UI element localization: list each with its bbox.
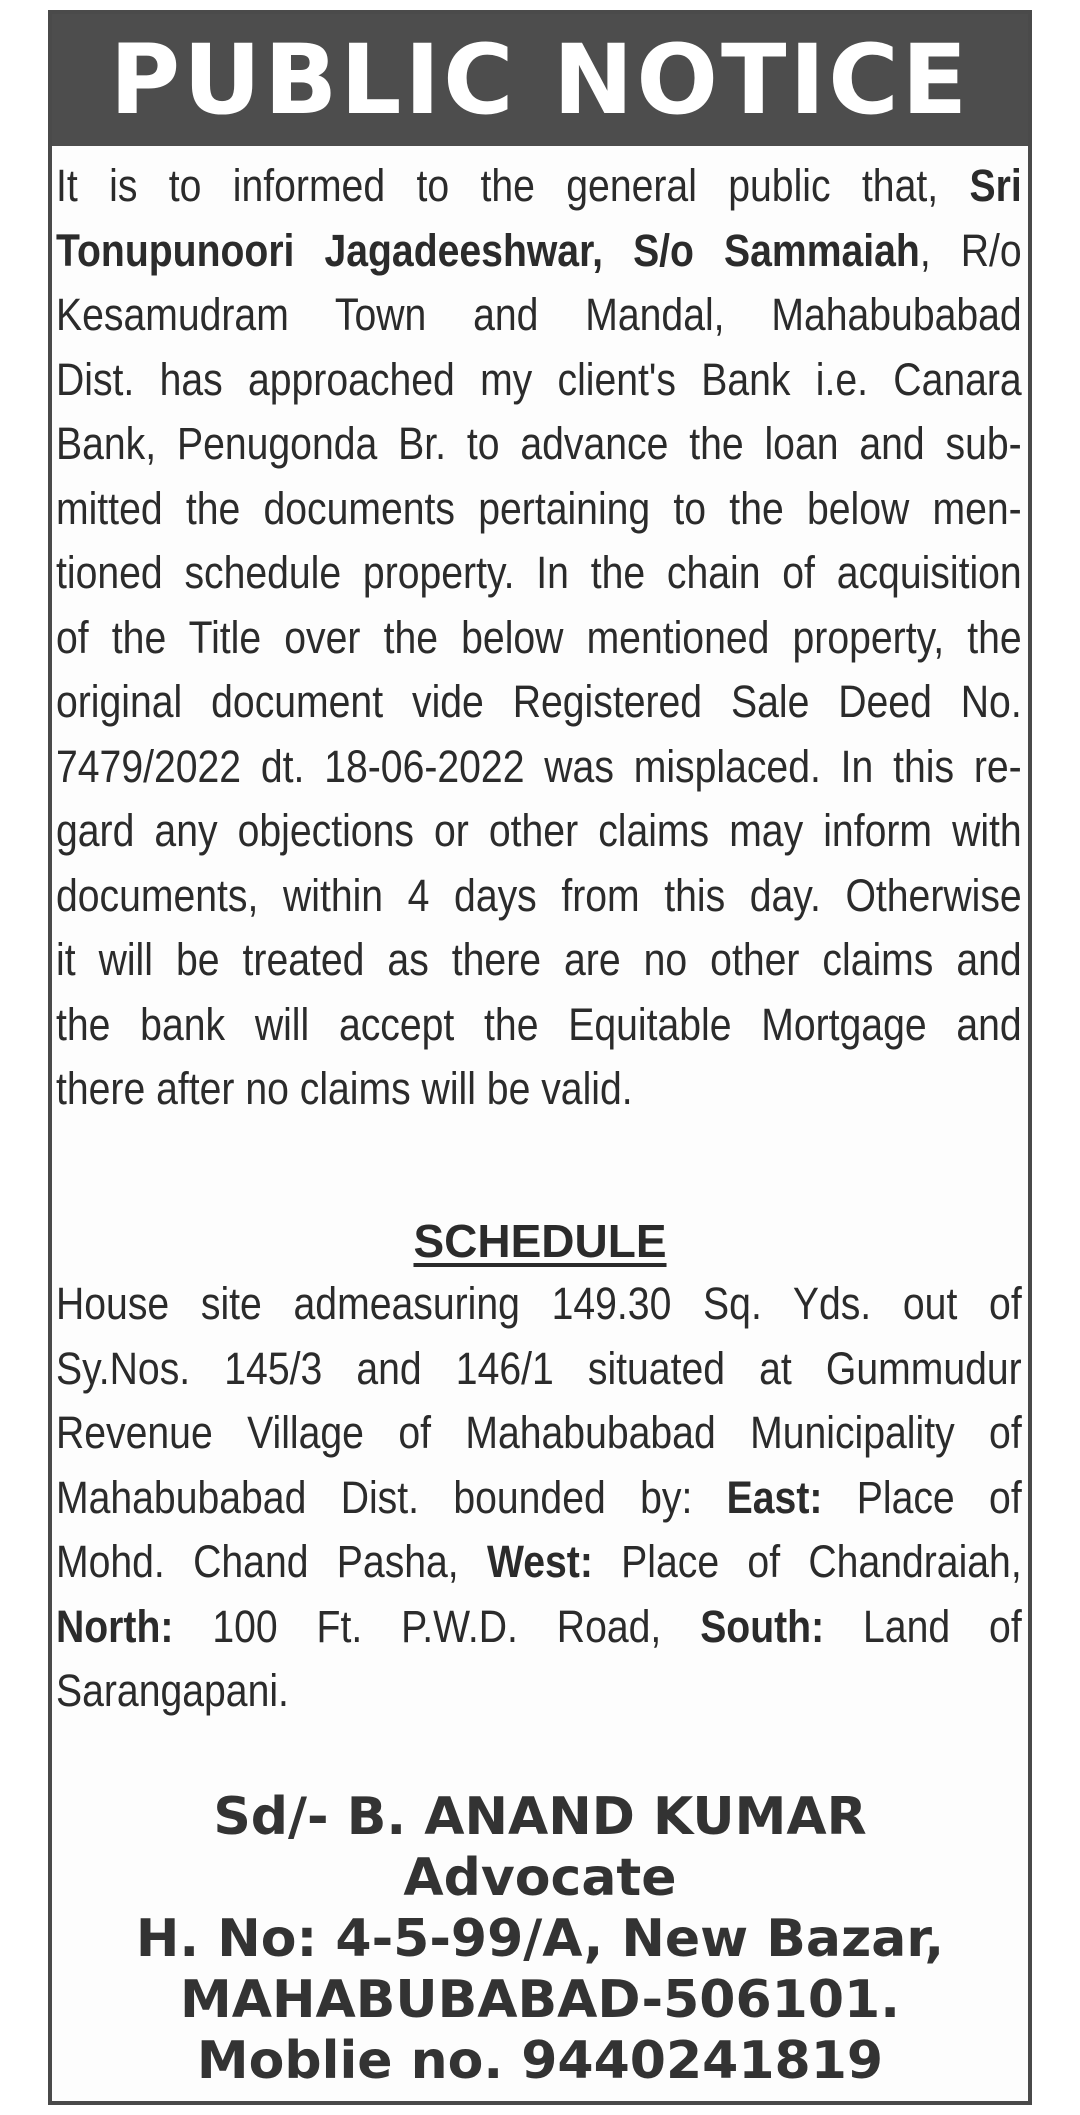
body-text: mitted the documents pertaining to the below men- — [56, 482, 1022, 534]
body-text: it will be treated as there are no other claims and — [56, 934, 1022, 985]
schedule-text: Place of Chandraiah, — [592, 1536, 1022, 1587]
schedule-text: East: — [726, 1471, 823, 1523]
notice-title: PUBLIC NOTICE — [52, 14, 1028, 146]
body-text: the bank will accept the Equitable Mortgage and — [56, 998, 1022, 1050]
body-line — [56, 993, 1022, 1058]
body-text: 7479/2022 dt. 18-06-2022 was misplaced. In this re- — [56, 740, 1022, 792]
schedule-text: Mahabubabad Dist. bounded by: — [56, 1471, 727, 1523]
body-line — [56, 799, 1022, 864]
advocate-name: Sd/- B. ANAND KUMAR — [213, 1787, 867, 1847]
body-text: gard any objections or other claims may inform with — [56, 805, 1022, 856]
body-line — [56, 477, 1022, 542]
signature-block — [52, 1787, 1028, 2092]
schedule-heading: SCHEDULE — [413, 1215, 667, 1267]
schedule-text: House site admeasuring 149.30 Sq. Yds. out of — [56, 1278, 1022, 1329]
notice-body — [56, 154, 1022, 1122]
schedule-line — [56, 1337, 1022, 1402]
body-line — [56, 541, 1022, 606]
body-line — [56, 864, 1022, 929]
body-text: It is to informed to the general public that, — [56, 160, 970, 211]
schedule-text: Place of — [822, 1471, 1022, 1523]
body-line — [56, 928, 1022, 993]
advocate-address: H. No: 4-5-99/A, New Bazar, — [135, 1909, 945, 1969]
body-line — [56, 735, 1022, 800]
schedule-text: Mohd. Chand Pasha, — [56, 1536, 488, 1587]
body-text: Kesamudram Town and Mandal, Mahabubabad — [56, 289, 1022, 340]
schedule-line — [56, 1401, 1022, 1466]
schedule-text: 100 Ft. P.W.D. Road, — [173, 1600, 701, 1652]
schedule-line — [56, 1466, 1022, 1531]
body-text: Sri — [969, 160, 1022, 211]
schedule-text: Land of — [824, 1600, 1022, 1652]
schedule-text: Revenue Village of Mahabubabad Municipality of — [56, 1407, 1022, 1458]
body-line — [56, 219, 1022, 284]
body-line — [56, 1057, 1022, 1122]
body-line — [56, 670, 1022, 735]
advocate-role: Advocate — [403, 1848, 677, 1908]
body-text: documents, within 4 days from this day. Otherwise — [56, 869, 1022, 921]
schedule-body — [56, 1272, 1022, 1724]
advocate-mobile: Moblie no. 9440241819 — [196, 2031, 884, 2091]
schedule-line — [56, 1272, 1022, 1337]
body-line — [56, 606, 1022, 671]
body-line — [56, 348, 1022, 413]
body-text: of the Title over the below mentioned property, the — [56, 611, 1022, 663]
schedule-line — [56, 1595, 1022, 1660]
public-notice — [48, 10, 1032, 2105]
body-text: original document vide Registered Sale Deed No. — [56, 676, 1022, 727]
body-text: there after no claims will be valid. — [56, 1063, 633, 1114]
body-line — [56, 283, 1022, 348]
schedule-text: Sarangapani. — [56, 1665, 289, 1716]
schedule-text: North: — [56, 1600, 174, 1652]
body-text: , R/o — [919, 224, 1022, 276]
schedule-line — [56, 1659, 1022, 1724]
body-text: Dist. has approached my client's Bank i.e. Canara — [56, 353, 1022, 405]
schedule-text: South: — [700, 1600, 825, 1652]
advocate-city: MAHABUBABAD-506101. — [180, 1970, 900, 2030]
schedule-line — [56, 1530, 1022, 1595]
body-text: tioned schedule property. In the chain of acquisition — [56, 547, 1022, 598]
body-text: Tonupunoori Jagadeeshwar, S/o Sammaiah — [56, 224, 920, 276]
body-line — [56, 154, 1022, 219]
body-text: Bank, Penugonda Br. to advance the loan and sub- — [56, 418, 1022, 469]
body-line — [56, 412, 1022, 477]
schedule-text: West: — [487, 1536, 593, 1587]
schedule-text: Sy.Nos. 145/3 and 146/1 situated at Gummudur — [56, 1342, 1022, 1394]
